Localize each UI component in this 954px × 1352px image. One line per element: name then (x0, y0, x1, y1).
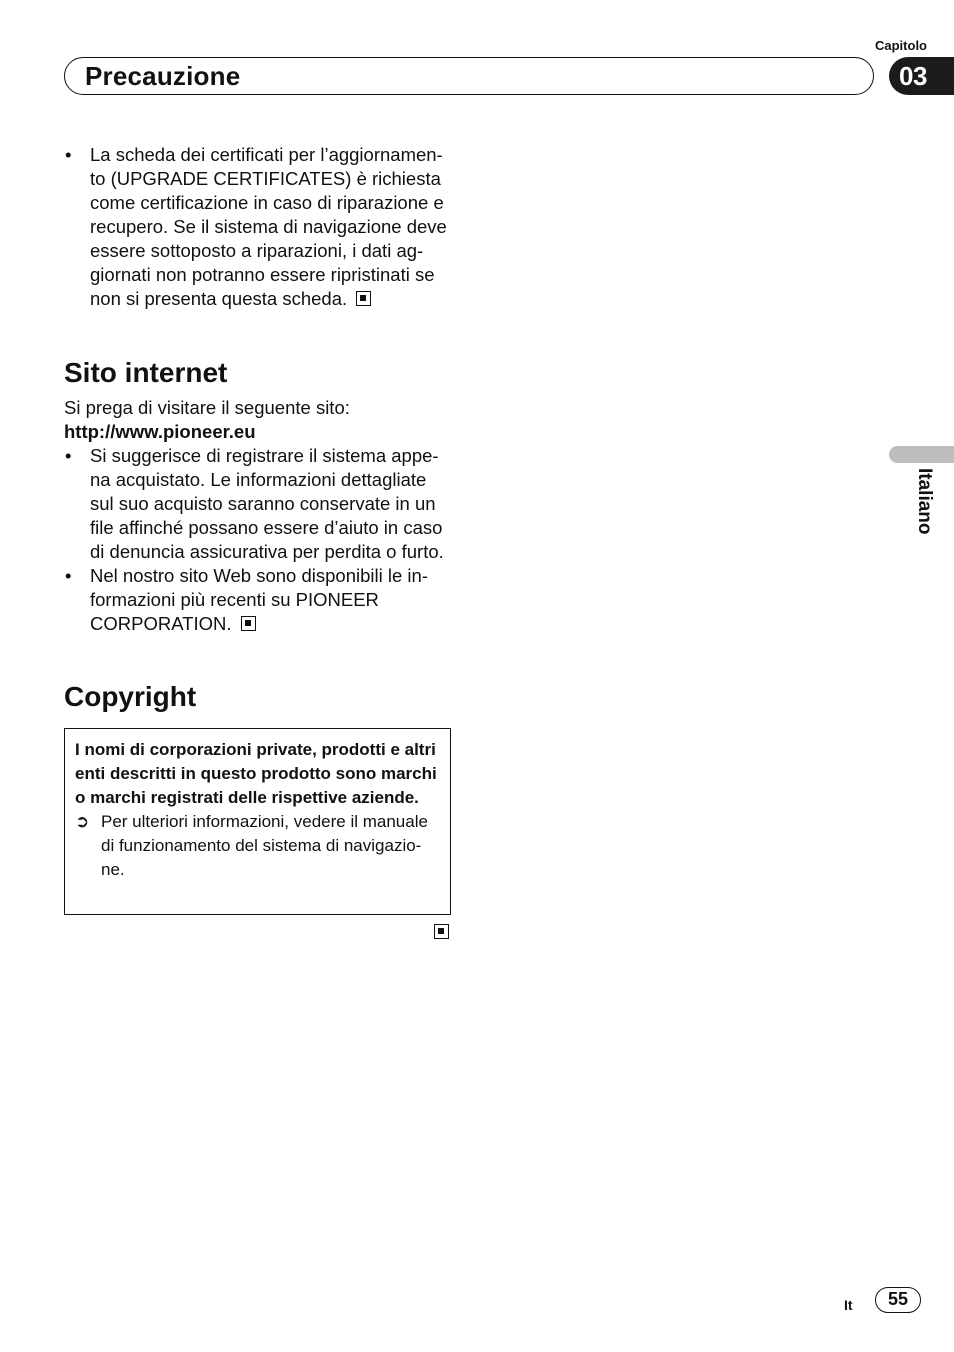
language-label: Italiano (914, 468, 935, 535)
sito-internet-section (64, 356, 452, 636)
list-item (64, 143, 452, 311)
sito-intro-text: Si prega di visitare il seguente sito: (64, 397, 350, 418)
end-of-section-icon (434, 924, 449, 939)
notice-reference-text: Per ulteriori informazioni, vedere il manuale di funzionamento del sistema di navigazio- ne. (101, 812, 428, 879)
language-tab (889, 446, 954, 463)
sito-bullet-list (64, 444, 452, 636)
section-heading-copyright: Copyright (64, 681, 197, 712)
footer-language-code: It (844, 1297, 853, 1313)
notice-reference-item (75, 810, 440, 882)
page-number: 55 (875, 1287, 921, 1313)
list-item (64, 444, 452, 564)
arrow-icon: ➲ (75, 812, 90, 831)
bullet-icon: • (65, 445, 72, 466)
chapter-label: Capitolo (875, 38, 927, 53)
list-item-text: La scheda dei certificati per l’aggiornamen- to (UPGRADE CERTIFICATES) è richiesta come certificazione in caso di riparazione e recupero. Se il sistema di navigazione deve essere sottoposto a riparazioni, i dati ag- giornati non potranno essere ripristinati se non si presenta questa scheda. (90, 144, 447, 309)
list-item-text: Nel nostro sito Web sono disponibili le in- formazioni più recenti su PIONEER CORPORATION. (90, 565, 428, 634)
page-title: Precauzione (85, 61, 241, 91)
bullet-icon: • (65, 565, 72, 586)
section-heading-sito-internet: Sito internet (64, 357, 228, 388)
end-of-section-icon (241, 616, 256, 631)
intro-bullet-list (64, 143, 452, 311)
section-header (64, 57, 874, 95)
bullet-icon: • (65, 144, 72, 165)
list-item-text: Si suggerisce di registrare il sistema appe- na acquistato. Le informazioni dettagliate sul suo acquisto saranno conservate in un file affinché possano essere d’aiuto in caso di denuncia assicurativa per perdita o furto. (90, 445, 444, 562)
chapter-number-badge: 03 (889, 57, 954, 95)
copyright-notice-box (64, 728, 451, 915)
end-of-section-icon (356, 291, 371, 306)
list-item (64, 564, 452, 636)
trademark-notice: I nomi di corporazioni private, prodotti e altri enti descritti in questo prodotto sono marchi o marchi registrati delle rispettive aziende. (75, 740, 437, 807)
intro-block (64, 143, 452, 311)
website-link[interactable]: http://www.pioneer.eu (64, 421, 256, 442)
copyright-section (64, 680, 452, 714)
